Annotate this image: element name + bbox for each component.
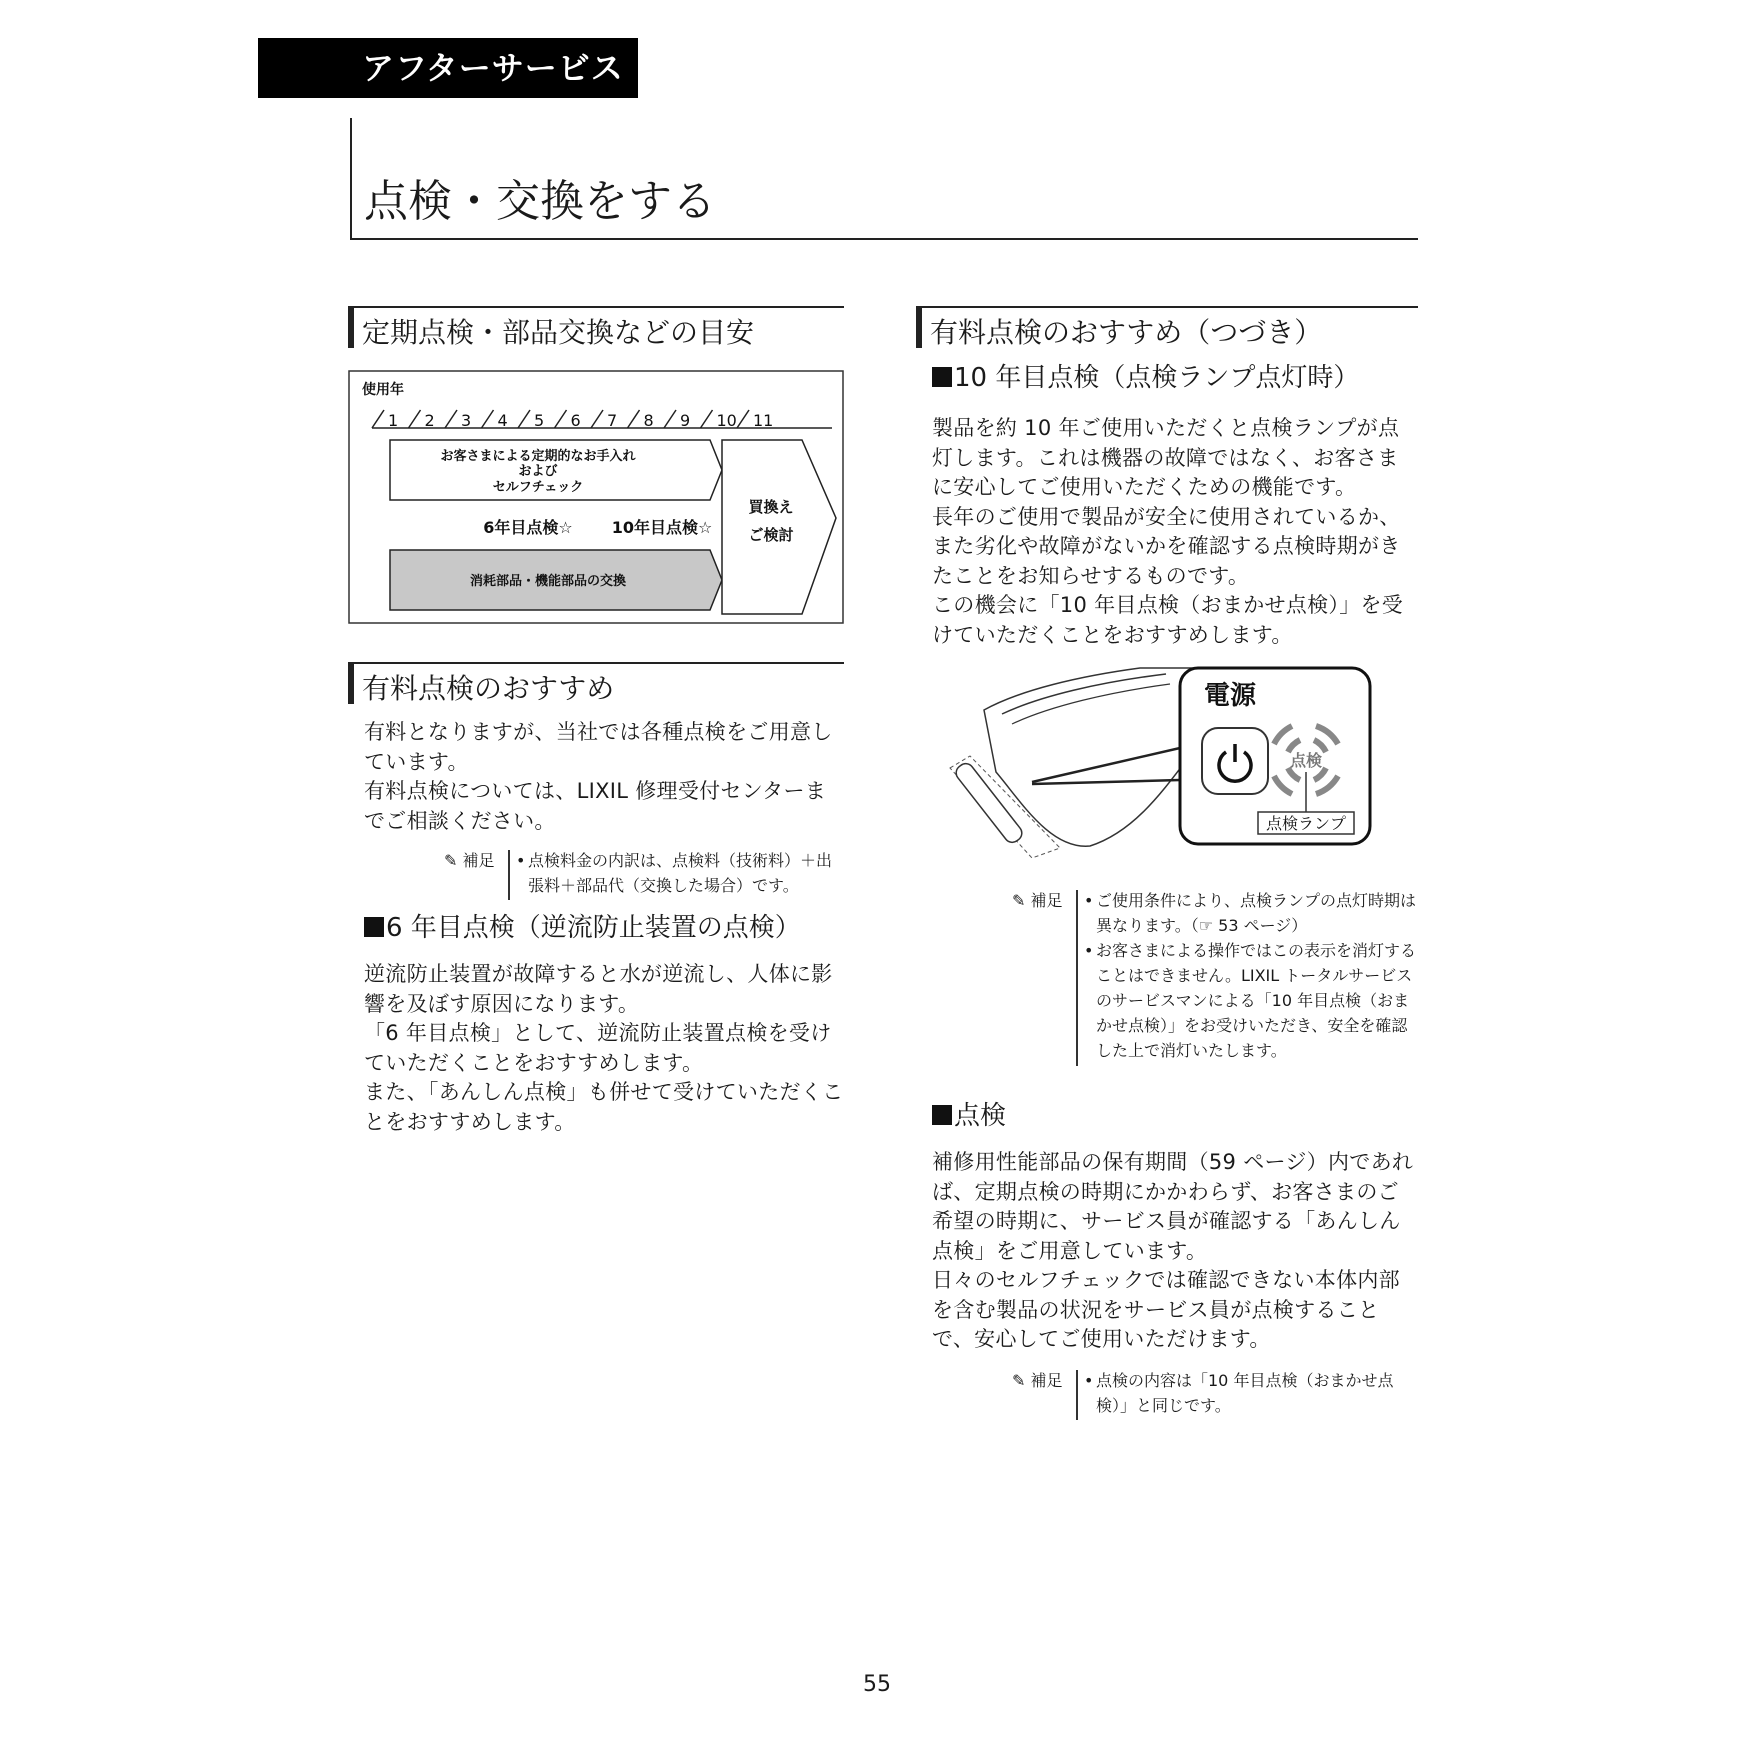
year-tick-label: 11 <box>753 411 774 430</box>
toilet-body <box>984 668 1202 846</box>
year-tick-label: 10 <box>716 411 737 430</box>
year-tick-label: 6 <box>570 411 581 430</box>
inspection-body <box>932 1148 1418 1355</box>
year-tick-label: 8 <box>643 411 654 430</box>
square-bullet-icon <box>364 917 384 937</box>
year-tick-label: 1 <box>388 411 399 430</box>
note-label: ✎ 補足 <box>1012 891 1063 910</box>
note-item: • 点検の内容は「10 年目点検（おまかせ点検）」と同じです。 <box>1084 1368 1422 1418</box>
page-title: 点検・交換をする <box>364 176 716 227</box>
years-label: 使用年 <box>362 382 404 398</box>
page-number: 55 <box>863 1672 891 1697</box>
year-tick-label: 3 <box>461 411 472 430</box>
inspection-note <box>1012 1368 1422 1420</box>
paid-heading <box>348 662 844 705</box>
title-rule-horizontal <box>350 238 1418 240</box>
six-year-heading: 6 年目点検（逆流防止装置の点検） <box>364 910 801 946</box>
paragraph: 逆流防止装置が故障すると水が逆流し、人体に影響を及ぼす原因になります。 <box>364 962 833 1016</box>
square-bullet-icon <box>932 367 952 387</box>
note-label: ✎ 補足 <box>1012 1371 1063 1390</box>
paragraph: 有料点検については、LIXIL 修理受付センターまでご相談ください。 <box>364 779 827 833</box>
replace-line-2: ご検討 <box>748 526 794 544</box>
year-tick-label: 5 <box>534 411 545 430</box>
paragraph: 長年のご使用で製品が安全に使用されているか、また劣化や故障がないかを確認する点検時期がきたことをお知らせするものです。 <box>932 504 1401 588</box>
paragraph: また、「あんしん点検」も併せて受けていただくことをおすすめします。 <box>364 1080 844 1134</box>
paragraph: 補修用性能部品の保有期間（59 ページ）内であれば、定期点検の時期にかかわらず、お客さまのご希望の時期に、サービス員が確認する「あんしん点検」をご用意しています。 <box>932 1150 1414 1263</box>
ten-year-heading: 10 年目点検（点検ランプ点灯時） <box>932 360 1359 396</box>
replace-line-1: 買換え <box>748 498 794 516</box>
parts-exchange-label: 消耗部品・機能部品の交換 <box>469 574 627 589</box>
lamp-label: 点検ランプ <box>1265 814 1347 833</box>
year-tick-label: 7 <box>607 411 618 430</box>
year-tick-label: 2 <box>424 411 435 430</box>
maintenance-timeline-diagram <box>348 370 844 624</box>
six-year-body <box>364 960 844 1137</box>
year-tick-label: 4 <box>497 411 508 430</box>
pencil-icon: ✎ <box>1012 891 1026 910</box>
power-label: 電源 <box>1204 681 1257 711</box>
pencil-icon: ✎ <box>444 851 458 870</box>
ten-year-body <box>932 414 1418 650</box>
note-label: ✎ 補足 <box>444 851 495 870</box>
title-rule-vertical <box>350 118 352 240</box>
paid-continued-heading <box>916 306 1418 349</box>
paid-continued-heading-text: 有料点検のおすすめ（つづき） <box>930 316 1323 349</box>
note-item: • 点検料金の内訳は、点検料（技術料）＋出張料＋部品代（交換した場合）です。 <box>516 848 836 898</box>
guide-heading <box>348 306 844 349</box>
inspection-10-year: 10年目点検☆ <box>611 518 713 537</box>
paid-body <box>364 718 844 836</box>
paragraph: 「6 年目点検」として、逆流防止装置点検を受けていただくことをおすすめします。 <box>364 1021 832 1075</box>
paragraph: この機会に「10 年目点検（おまかせ点検）」を受けていただくことをおすすめします。 <box>932 593 1404 647</box>
ten-year-note <box>1012 888 1422 1066</box>
paragraph: 有料となりますが、当社では各種点検をご用意しています。 <box>364 720 833 774</box>
year-tick-label: 9 <box>680 411 691 430</box>
self-care-line-1: お客さまによる定期的なお手入れ <box>440 449 636 464</box>
section-tab: アフターサービス <box>258 38 638 98</box>
self-care-line-3: セルフチェック <box>492 480 584 495</box>
pencil-icon: ✎ <box>1012 1371 1026 1390</box>
note-item: • お客さまによる操作ではこの表示を消灯することはできません。LIXIL トータルサービスのサービスマンによる「10 年目点検（おまかせ点検）」をお受けいただき、安全を確認した上で消灯いたします。 <box>1084 938 1422 1063</box>
guide-heading-text: 定期点検・部品交換などの目安 <box>362 316 755 349</box>
paid-note <box>444 848 844 900</box>
inspection-6-year: 6年目点検☆ <box>483 518 573 537</box>
inspection-heading: 点検 <box>932 1098 1006 1134</box>
square-bullet-icon <box>932 1105 952 1125</box>
inspect-label: 点検 <box>1289 751 1323 770</box>
paragraph: 日々のセルフチェックでは確認できない本体内部を含む製品の状況をサービス員が点検することで、安心してご使用いただけます。 <box>932 1268 1400 1351</box>
paragraph: 製品を約 10 年ご使用いただくと点検ランプが点灯します。これは機器の故障ではなく、お客さまに安心してご使用いただくための機能です。 <box>932 416 1400 499</box>
inspection-lamp-figure <box>940 660 1400 860</box>
self-care-line-2: および <box>518 464 558 479</box>
note-item: • ご使用条件により、点検ランプの点灯時期は異なります。（☞ 53 ページ） <box>1084 888 1422 938</box>
paid-heading-text: 有料点検のおすすめ <box>362 672 615 705</box>
